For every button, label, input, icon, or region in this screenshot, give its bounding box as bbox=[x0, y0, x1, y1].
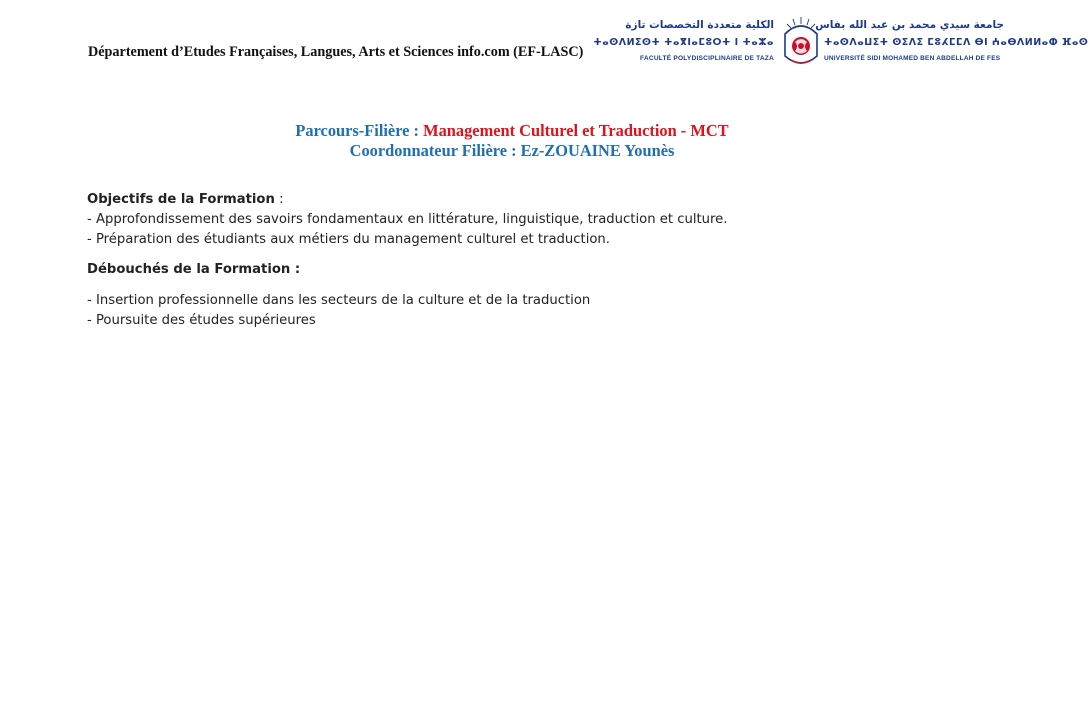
university-logo-text bbox=[815, 14, 1088, 70]
faculty-logo-text bbox=[593, 14, 774, 70]
outlets-heading: Débouchés de la Formation : bbox=[87, 262, 301, 277]
objectives-heading: Objectifs de la Formation bbox=[87, 192, 275, 207]
program-label: Parcours-Filière : bbox=[295, 121, 424, 140]
program-name: Management Culturel et Traduction - MCT bbox=[423, 121, 729, 140]
faculty-name-arabic: الكلية متعددة التخصصات تازة bbox=[625, 19, 774, 31]
department-name: Département d’Etudes Françaises, Langues, Arts et Sciences info.com (EF-LASC) bbox=[88, 44, 584, 60]
coordinator-line: Coordonnateur Filière : Ez-ZOUAINE Younès bbox=[349, 141, 675, 160]
program-title-block bbox=[0, 121, 1024, 161]
institution-logo bbox=[593, 14, 1088, 70]
university-name-tifinagh: ⵜⴰⵙⴷⴰⵡⵉⵜ ⵙⵉⴷⵉ ⵎⵓⵃⵎⵎⴷ ⴱⵏ ⵄⴰⴱⴷⵍⵍⴰⵀ ⴼⴰⵙ bbox=[824, 37, 1088, 48]
outlet-item: - Poursuite des études supérieures bbox=[87, 313, 316, 328]
objective-item: - Approfondissement des savoirs fondamentaux en littérature, linguistique, traduction et culture. bbox=[87, 212, 728, 227]
faculty-name-tifinagh: ⵜⴰⵙⴷⵍⵉⵙⵜ ⵜⴰⴳⵏⴰⵎⵓⵔⵜ ⵏ ⵜⴰⵣⴰ bbox=[593, 37, 774, 48]
university-name-latin: UNIVERSITÉ SIDI MOHAMED BEN ABDELLAH DE FES bbox=[824, 55, 1001, 62]
objective-item: - Préparation des étudiants aux métiers du management culturel et traduction. bbox=[87, 232, 610, 247]
outlet-item: - Insertion professionnelle dans les secteurs de la culture et de la traduction bbox=[87, 293, 591, 308]
objectives-heading-suffix: : bbox=[274, 192, 284, 207]
program-description bbox=[87, 190, 987, 331]
faculty-name-latin: FACULTÉ POLYDISCIPLINAIRE DE TAZA bbox=[640, 55, 774, 62]
objectives-heading-line bbox=[87, 190, 987, 210]
university-name-arabic: جامعة سيدي محمد بن عبد الله بفاس bbox=[815, 19, 1004, 31]
program-title bbox=[0, 121, 1024, 141]
